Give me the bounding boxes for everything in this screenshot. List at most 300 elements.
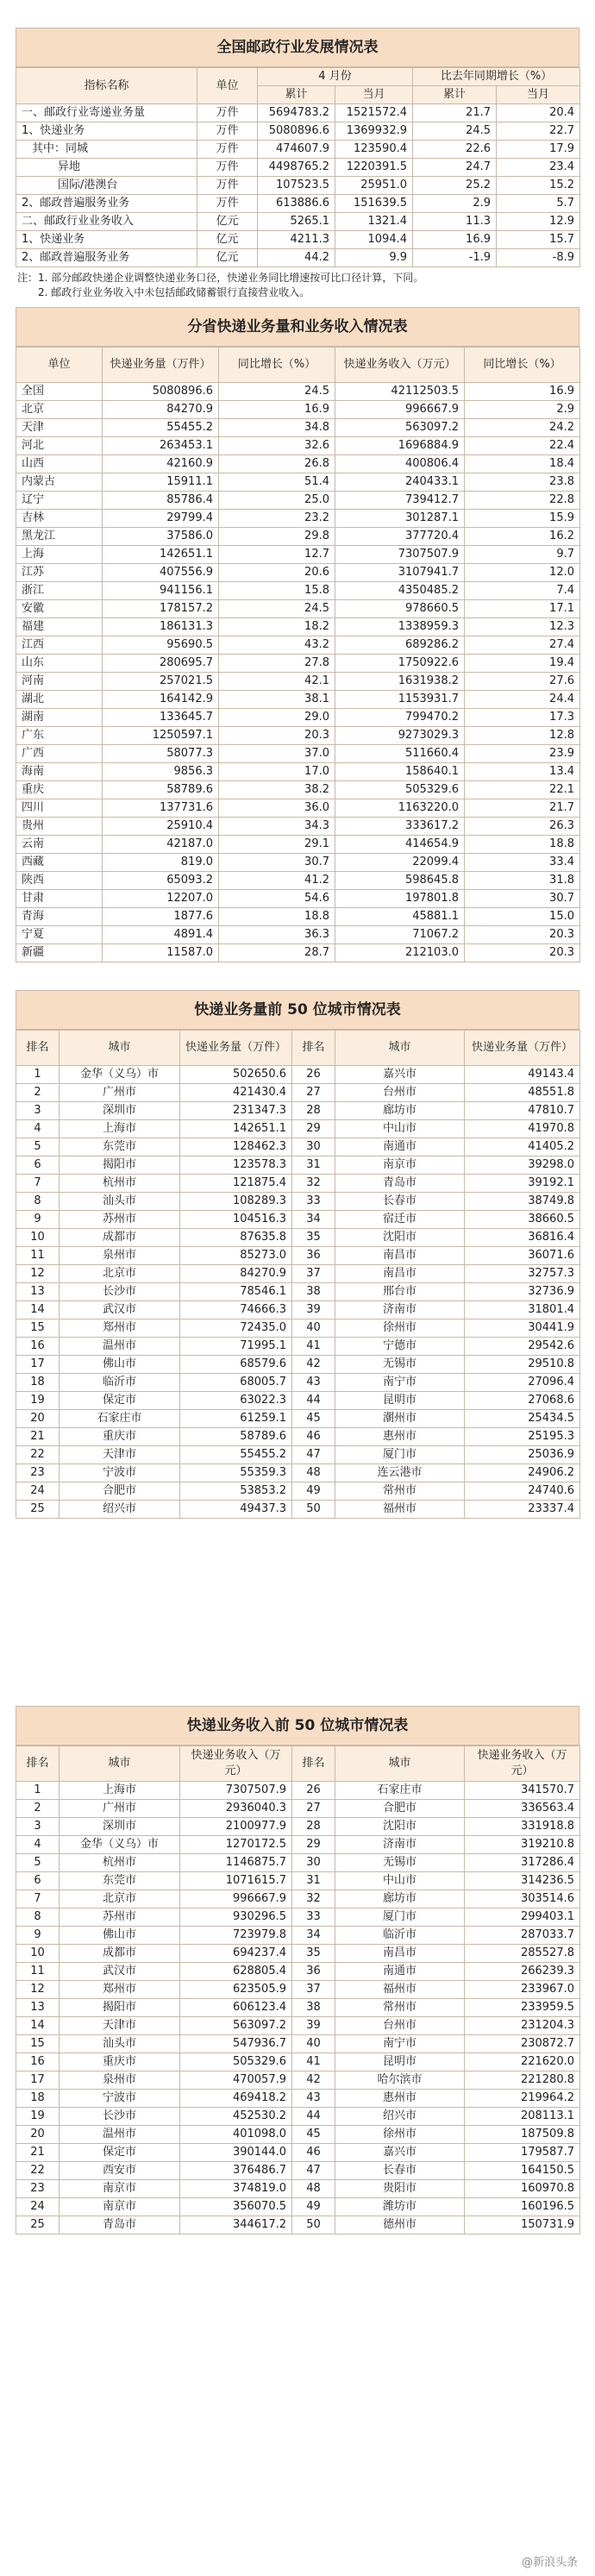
rank: 30 [292,1854,335,1872]
province: 江苏 [16,564,103,582]
province: 全国 [16,383,103,401]
city: 深圳市 [60,1102,180,1120]
volume: 58789.6 [103,781,219,799]
city: 长春市 [335,1193,465,1211]
unit: 万件 [197,122,258,141]
table-row [16,872,580,890]
revenue: 233959.5 [465,1999,580,2017]
current-month: 151639.5 [335,195,413,213]
table-row [16,564,580,582]
t3-header-rank2: 排名 [292,1031,335,1066]
volume: 37586.0 [103,528,219,546]
volume-growth: 41.2 [219,872,335,890]
city: 中山市 [335,1872,465,1890]
city: 石家庄市 [60,1410,180,1428]
table-row [16,546,580,564]
province: 云南 [16,836,103,854]
rank: 20 [16,1410,60,1428]
city: 厦门市 [335,1446,465,1464]
indicator-name: 国际/港澳台 [16,177,197,195]
volume: 121875.4 [180,1175,292,1193]
cumulative: 44.2 [258,249,335,267]
revenue: 3107941.7 [335,564,465,582]
rank: 6 [16,1872,60,1890]
volume: 9856.3 [103,763,219,781]
volume: 178157.2 [103,600,219,618]
revenue: 4350485.2 [335,582,465,600]
city: 广州市 [60,1084,180,1102]
province: 西藏 [16,854,103,872]
province: 湖南 [16,709,103,727]
volume-growth: 23.2 [219,510,335,528]
revenue-growth: 20.3 [465,926,580,944]
growth-current: 15.7 [497,231,580,249]
current-month: 1321.4 [335,213,413,231]
city: 成都市 [60,1945,180,1963]
t3-header-rank: 排名 [16,1031,60,1066]
volume: 186131.3 [103,618,219,636]
table-row [16,401,580,419]
volume: 133645.7 [103,709,219,727]
volume-growth: 37.0 [219,745,335,763]
volume: 23337.4 [465,1501,580,1519]
city: 保定市 [60,2144,180,2162]
province: 江西 [16,636,103,655]
volume-growth: 30.7 [219,854,335,872]
province: 山东 [16,655,103,673]
cumulative: 4211.3 [258,231,335,249]
rank: 49 [292,1482,335,1501]
table-row [16,1138,580,1156]
table-row [16,1084,580,1102]
table-row [16,1374,580,1392]
volume: 142651.1 [103,546,219,564]
rank: 27 [292,1800,335,1818]
rank: 13 [16,1283,60,1301]
rank: 24 [16,2198,60,2216]
revenue-growth: 17.1 [465,600,580,618]
province: 广东 [16,727,103,745]
volume: 47810.7 [465,1102,580,1120]
volume-growth: 12.7 [219,546,335,564]
t4-header-revenue2: 快递业务收入（万元） [465,1746,580,1782]
rank: 7 [16,1890,60,1908]
volume: 85273.0 [180,1247,292,1265]
revenue: 150731.9 [465,2216,580,2234]
volume: 58789.6 [180,1428,292,1446]
revenue-growth: 33.4 [465,854,580,872]
city: 重庆市 [60,2053,180,2071]
table-row [16,1981,580,1999]
table-row [16,1392,580,1410]
table-row [16,1175,580,1193]
volume: 68005.7 [180,1374,292,1392]
rank: 4 [16,1120,60,1138]
rank: 37 [292,1981,335,1999]
rank: 15 [16,2035,60,2053]
table-row [16,636,580,655]
volume: 36816.4 [465,1229,580,1247]
province: 河北 [16,437,103,455]
indicator-name: 二、邮政行业业务收入 [16,213,197,231]
rank: 21 [16,1428,60,1446]
unit: 亿元 [197,249,258,267]
revenue-growth: 27.6 [465,673,580,691]
city: 哈尔滨市 [335,2071,465,2090]
table-row [16,1999,580,2017]
unit: 万件 [197,195,258,213]
table1-title: 全国邮政行业发展情况表 [16,28,579,67]
city: 泉州市 [60,2071,180,2090]
city: 苏州市 [60,1211,180,1229]
table-row [16,1908,580,1927]
revenue: 689286.2 [335,636,465,655]
city: 深圳市 [60,1818,180,1836]
volume-growth: 17.0 [219,763,335,781]
city: 南昌市 [335,1265,465,1283]
table-row [16,249,580,267]
city: 汕头市 [60,2035,180,2053]
city: 南昌市 [335,1945,465,1963]
table-row [16,2126,580,2144]
rank: 2 [16,1800,60,1818]
table-row [16,2053,580,2071]
rank: 47 [292,2162,335,2180]
growth-current: 20.4 [497,104,580,122]
table-row [16,473,580,492]
revenue: 221620.0 [465,2053,580,2071]
revenue: 301287.1 [335,510,465,528]
rank: 46 [292,2144,335,2162]
revenue: 71067.2 [335,926,465,944]
revenue: 299403.1 [465,1908,580,1927]
rank: 33 [292,1193,335,1211]
t4-header-rank: 排名 [16,1746,60,1782]
table-row [16,745,580,763]
current-month: 25951.0 [335,177,413,195]
volume-growth: 34.8 [219,419,335,437]
rank: 16 [16,1338,60,1356]
volume: 49437.3 [180,1501,292,1519]
city: 徐州市 [335,2126,465,2144]
city: 南京市 [335,1156,465,1175]
city: 济南市 [335,1836,465,1854]
t1-header-cum2: 累计 [413,86,497,104]
city: 宁德市 [335,1338,465,1356]
province: 辽宁 [16,492,103,510]
volume: 87635.8 [180,1229,292,1247]
revenue-growth: 12.3 [465,618,580,636]
volume: 15911.1 [103,473,219,492]
table-row [16,1818,580,1836]
rank: 9 [16,1211,60,1229]
province: 安徽 [16,600,103,618]
volume: 71995.1 [180,1338,292,1356]
city: 邢台市 [335,1283,465,1301]
rank: 48 [292,2180,335,2198]
revenue: 9273029.3 [335,727,465,745]
revenue: 240433.1 [335,473,465,492]
revenue: 2100977.9 [180,1818,292,1836]
cumulative: 613886.6 [258,195,335,213]
province: 贵州 [16,818,103,836]
city: 广州市 [60,1800,180,1818]
city: 贵阳市 [335,2180,465,2198]
city: 廊坊市 [335,1890,465,1908]
rank: 14 [16,2017,60,2035]
t2-header-volume: 快递业务量（万件） [103,348,219,383]
rank: 48 [292,1464,335,1482]
table-row [16,2180,580,2198]
revenue-growth: 22.8 [465,492,580,510]
volume: 65093.2 [103,872,219,890]
table-row [16,231,580,249]
rank: 18 [16,1374,60,1392]
rank: 17 [16,1356,60,1374]
city: 天津市 [60,1446,180,1464]
unit: 万件 [197,159,258,177]
revenue-growth: 20.3 [465,944,580,962]
volume-growth: 38.2 [219,781,335,799]
city: 揭阳市 [60,1999,180,2017]
revenue: 511660.4 [335,745,465,763]
rank: 49 [292,2198,335,2216]
cumulative: 4498765.2 [258,159,335,177]
unit: 亿元 [197,231,258,249]
table-row [16,2017,580,2035]
city: 天津市 [60,2017,180,2035]
revenue: 285527.8 [465,1945,580,1963]
rank: 47 [292,1446,335,1464]
province: 天津 [16,419,103,437]
volume: 48551.8 [465,1084,580,1102]
table-row [16,1927,580,1945]
table-row [16,1482,580,1501]
volume-growth: 18.8 [219,908,335,926]
revenue-growth: 16.9 [465,383,580,401]
revenue-growth: 24.2 [465,419,580,437]
rank: 50 [292,2216,335,2234]
volume-growth: 54.6 [219,890,335,908]
city: 石家庄市 [335,1782,465,1800]
revenue: 1631938.2 [335,673,465,691]
table-row [16,600,580,618]
revenue-growth: 21.7 [465,799,580,818]
rank: 35 [292,1945,335,1963]
t3-header-volume2: 快递业务量（万件） [465,1031,580,1066]
city: 杭州市 [60,1854,180,1872]
table4 [16,1746,580,2234]
volume: 263453.1 [103,437,219,455]
table-row [16,1211,580,1229]
table-row [16,437,580,455]
rank: 31 [292,1872,335,1890]
rank: 44 [292,1392,335,1410]
rank: 40 [292,2035,335,2053]
table-row [16,1501,580,1519]
cumulative: 5265.1 [258,213,335,231]
table-row [16,2144,580,2162]
revenue: 563097.2 [335,419,465,437]
city: 温州市 [60,1338,180,1356]
watermark: @新浪头条 [521,2556,578,2569]
rank: 16 [16,2053,60,2071]
revenue-growth: 16.2 [465,528,580,546]
table-row [16,2162,580,2180]
revenue: 505329.6 [335,781,465,799]
revenue: 739412.7 [335,492,465,510]
revenue: 1071615.7 [180,1872,292,1890]
revenue: 164150.5 [465,2162,580,2180]
volume: 25434.5 [465,1410,580,1428]
city: 郑州市 [60,1319,180,1338]
revenue: 799470.2 [335,709,465,727]
table4-title: 快递业务收入前 50 位城市情况表 [16,1706,579,1746]
revenue: 374819.0 [180,2180,292,2198]
rank: 25 [16,2216,60,2234]
rank: 43 [292,1374,335,1392]
volume: 27068.6 [465,1392,580,1410]
volume: 95690.5 [103,636,219,655]
table-row [16,1446,580,1464]
city: 宁波市 [60,1464,180,1482]
table-row [16,159,580,177]
city: 无锡市 [335,1854,465,1872]
rank: 2 [16,1084,60,1102]
volume: 61259.1 [180,1410,292,1428]
city-volume-table [16,990,579,1519]
revenue: 1146875.7 [180,1854,292,1872]
city: 潮州市 [335,1410,465,1428]
growth-cumulative: 24.7 [413,159,497,177]
city: 惠州市 [335,1428,465,1446]
volume: 68579.6 [180,1356,292,1374]
province-table [16,307,579,962]
volume-growth: 20.6 [219,564,335,582]
revenue: 303514.6 [465,1890,580,1908]
city: 南通市 [335,1963,465,1981]
rank: 38 [292,1999,335,2017]
table-row [16,944,580,962]
revenue: 505329.6 [180,2053,292,2071]
indicator-name: 2、邮政普遍服务业务 [16,249,197,267]
volume-growth: 51.4 [219,473,335,492]
volume-growth: 36.0 [219,799,335,818]
table-row [16,2216,580,2234]
city: 南通市 [335,1138,465,1156]
growth-current: 5.7 [497,195,580,213]
revenue: 221280.8 [465,2071,580,2090]
city: 常州市 [335,1482,465,1501]
rank: 3 [16,1102,60,1120]
revenue: 401098.0 [180,2126,292,2144]
revenue: 547936.7 [180,2035,292,2053]
rank: 33 [292,1908,335,1927]
province: 四川 [16,799,103,818]
current-month: 1369932.9 [335,122,413,141]
revenue: 400806.4 [335,455,465,473]
volume-growth: 29.1 [219,836,335,854]
table-row [16,455,580,473]
volume: 29799.4 [103,510,219,528]
table-row [16,1120,580,1138]
table-row [16,1319,580,1338]
city: 连云港市 [335,1464,465,1482]
city: 杭州市 [60,1175,180,1193]
current-month: 1094.4 [335,231,413,249]
table-row [16,781,580,799]
volume: 31801.4 [465,1301,580,1319]
city: 合肥市 [60,1482,180,1501]
revenue-growth: 22.1 [465,781,580,799]
province: 重庆 [16,781,103,799]
table-row [16,2198,580,2216]
rank: 5 [16,1854,60,1872]
city: 佛山市 [60,1927,180,1945]
volume: 63022.3 [180,1392,292,1410]
table-row [16,1464,580,1482]
growth-cumulative: 11.3 [413,213,497,231]
revenue: 1338959.3 [335,618,465,636]
revenue-growth: 12.8 [465,727,580,745]
volume: 38660.5 [465,1211,580,1229]
volume: 32736.9 [465,1283,580,1301]
t2-header-revenue-growth: 同比增长（%） [465,348,580,383]
table-row [16,528,580,546]
rank: 28 [292,1818,335,1836]
table-row [16,1229,580,1247]
volume: 137731.6 [103,799,219,818]
city: 无锡市 [335,1356,465,1374]
volume: 421430.4 [180,1084,292,1102]
rank: 23 [16,2180,60,2198]
rank: 30 [292,1138,335,1156]
city: 郑州市 [60,1981,180,1999]
volume: 85786.4 [103,492,219,510]
indicator-name: 一、邮政行业寄递业务量 [16,104,197,122]
volume-growth: 25.0 [219,492,335,510]
city: 苏州市 [60,1908,180,1927]
volume: 30441.9 [465,1319,580,1338]
growth-current: 23.4 [497,159,580,177]
table-row [16,195,580,213]
table-row [16,122,580,141]
current-month: 123590.4 [335,141,413,159]
t3-header-city2: 城市 [335,1031,465,1066]
volume: 819.0 [103,854,219,872]
province: 吉林 [16,510,103,528]
province: 山西 [16,455,103,473]
volume: 32757.3 [465,1265,580,1283]
t1-header-growth: 比去年同期增长（%） [413,68,580,86]
volume-growth: 36.3 [219,926,335,944]
table-row [16,709,580,727]
revenue: 376486.7 [180,2162,292,2180]
city: 青岛市 [335,1175,465,1193]
revenue: 344617.2 [180,2216,292,2234]
city: 绍兴市 [60,1501,180,1519]
revenue: 219964.2 [465,2090,580,2108]
volume: 104516.3 [180,1211,292,1229]
volume: 24740.6 [465,1482,580,1501]
table-row [16,1301,580,1319]
revenue: 7307507.9 [180,1782,292,1800]
rank: 8 [16,1193,60,1211]
table-row [16,854,580,872]
volume: 29542.6 [465,1338,580,1356]
revenue-growth: 27.4 [465,636,580,655]
t1-header-cum: 累计 [258,86,335,104]
